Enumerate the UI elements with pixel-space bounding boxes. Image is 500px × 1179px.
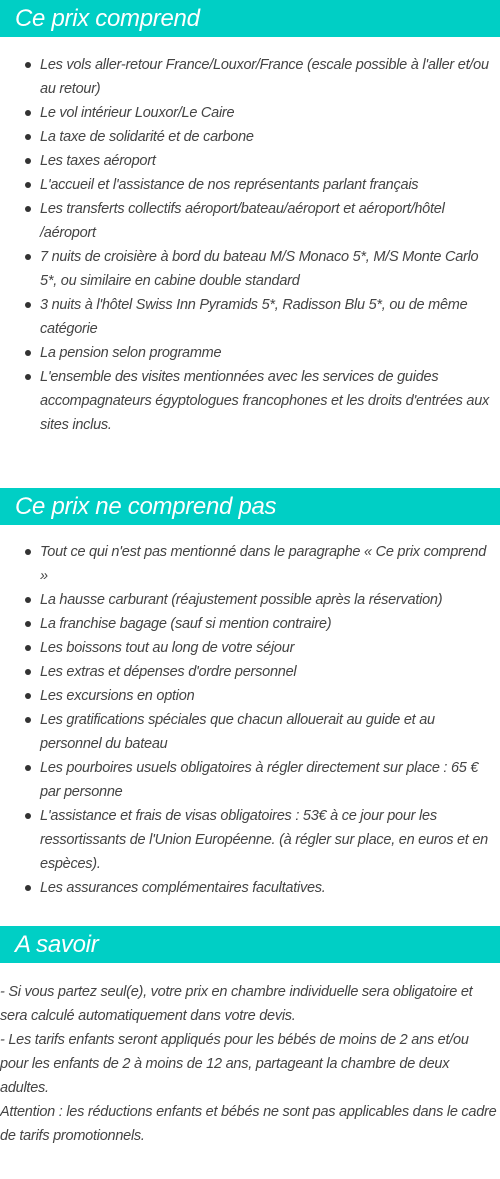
list-item: Les taxes aéroport <box>0 149 500 173</box>
list-item: L'assistance et frais de visas obligatoires : 53€ à ce jour pour les ressortissants de l'Union Européenne. (à régler sur place, en euros et en espèces). <box>0 804 500 876</box>
list-item: Tout ce qui n'est pas mentionné dans le paragraphe « Ce prix comprend » <box>0 540 500 588</box>
info-notes <box>0 980 500 1148</box>
list-item: La taxe de solidarité et de carbone <box>0 125 500 149</box>
list-item: 7 nuits de croisière à bord du bateau M/S Monaco 5*, M/S Monte Carlo 5*, ou similaire en cabine double standard <box>0 245 500 293</box>
list-item: La pension selon programme <box>0 341 500 365</box>
list-item: L'accueil et l'assistance de nos représentants parlant français <box>0 173 500 197</box>
list-item: La franchise bagage (sauf si mention contraire) <box>0 612 500 636</box>
info-paragraph: - Si vous partez seul(e), votre prix en chambre individuelle sera obligatoire et sera calculé automatiquement dans votre devis. <box>0 984 473 1024</box>
info-paragraph: Attention : les réductions enfants et bébés ne sont pas applicables dans le cadre de tarifs promotionnels. <box>0 1104 497 1144</box>
list-item: Les extras et dépenses d'ordre personnel <box>0 660 500 684</box>
section-header-info: A savoir <box>0 926 500 963</box>
list-item: 3 nuits à l'hôtel Swiss Inn Pyramids 5*, Radisson Blu 5*, ou de même catégorie <box>0 293 500 341</box>
list-item: Les transferts collectifs aéroport/bateau/aéroport et aéroport/hôtel /aéroport <box>0 197 500 245</box>
list-item: Les gratifications spéciales que chacun allouerait au guide et au personnel du bateau <box>0 708 500 756</box>
list-item: Les vols aller-retour France/Louxor/France (escale possible à l'aller et/ou au retour) <box>0 53 500 101</box>
list-item: Le vol intérieur Louxor/Le Caire <box>0 101 500 125</box>
excluded-list <box>0 540 500 900</box>
included-list <box>0 53 500 437</box>
list-item: L'ensemble des visites mentionnées avec les services de guides accompagnateurs égyptologues francophones et les droits d'entrées aux sites inclus. <box>0 365 500 437</box>
list-item: La hausse carburant (réajustement possible après la réservation) <box>0 588 500 612</box>
section-header-included: Ce prix comprend <box>0 0 500 37</box>
info-paragraph: - Les tarifs enfants seront appliqués pour les bébés de moins de 2 ans et/ou pour les enfants de 2 à moins de 12 ans, partageant la chambre de deux adultes. <box>0 1032 469 1096</box>
section-header-excluded: Ce prix ne comprend pas <box>0 488 500 525</box>
list-item: Les boissons tout au long de votre séjour <box>0 636 500 660</box>
list-item: Les pourboires usuels obligatoires à régler directement sur place : 65 € par personne <box>0 756 500 804</box>
list-item: Les assurances complémentaires facultatives. <box>0 876 500 900</box>
list-item: Les excursions en option <box>0 684 500 708</box>
